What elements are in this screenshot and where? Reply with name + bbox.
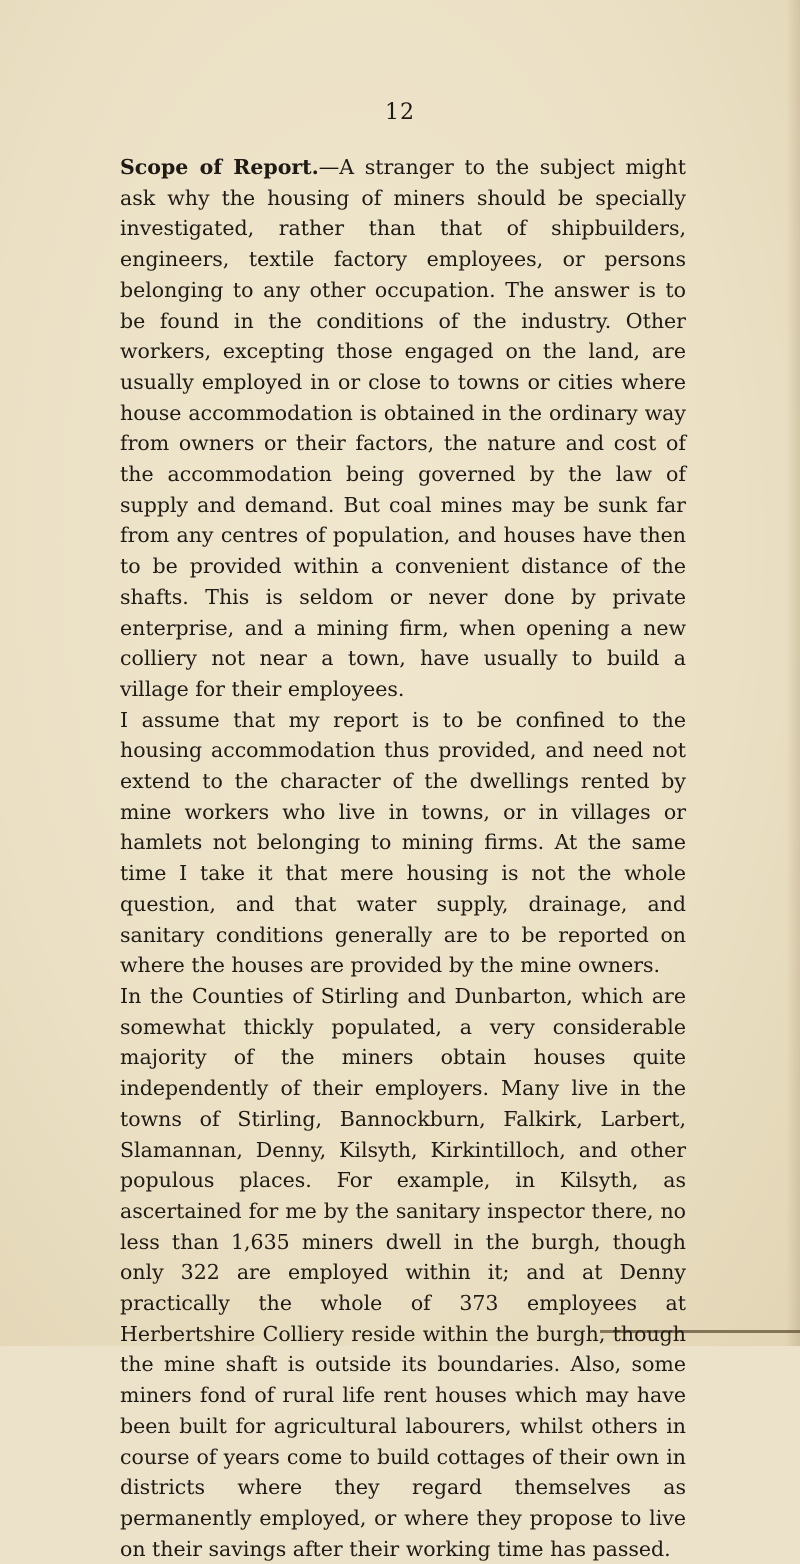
- paragraph-scope: [120, 152, 686, 705]
- run-in-heading: Scope of Report.: [120, 155, 319, 179]
- paragraph-text: In the Counties of Stirling and Dunbarton, which are somewhat thickly populated, a very considerable majority of the miners obtain houses quite independently of their employers. Many live in the towns of Stirling, Bannockburn, Falkirk, Larbert, Slamannan, Denny, Kilsyth, Kirkintilloch, and other populous places. For example, in Kilsyth, as ascertained for me by the sanitary inspector there, no less than 1,635 miners dwell in the burgh, though only 322 are employed within it; and at Denny practically the whole of 373 employees at Herbertshire Colliery reside within the burgh, though the mine shaft is outside its boundaries. Also, some miners fond of rural life rent houses which may have been built for agricultural labourers, whilst others in course of years come to build cottages of their own in districts where they regard themselves as permanently employed, or where they propose to live on their savings after their working time has passed.: [120, 983, 686, 1561]
- page-number: 12: [385, 100, 415, 125]
- paragraph-counties: [120, 981, 686, 1564]
- page-edge-shadow: [786, 0, 800, 1346]
- body-text: [120, 152, 686, 1564]
- paragraph-assumption: [120, 705, 686, 981]
- paragraph-text: I assume that my report is to be confined to the housing accommodation thus provided, and need not extend to the character of the dwellings rented by mine workers who live in towns, or in villages or hamlets not belonging to mining firms. At the same time I take it that mere housing is not the whole question, and that water supply, drainage, and sanitary conditions generally are to be reported on where the houses are provided by the mine owners.: [120, 707, 686, 978]
- paragraph-text: —A stranger to the subject might ask why the housing of miners should be specially investigated, rather than that of shipbuilders, engineers, textile factory employees, or persons belonging to any other occupation. The answer is to be found in the conditions of the industry. Other workers, excepting those engaged on the land, are usually employed in or close to towns or cities where house accommodation is obtained in the ordinary way from owners or their factors, the nature and cost of the accommodation being governed by the law of supply and demand. But coal mines may be sunk far from any centres of population, and houses have then to be provided within a convenient distance of the shafts. This is seldom or never done by private enterprise, and a mining firm, when opening a new colliery not near a town, have usually to build a village for their employees.: [120, 155, 686, 701]
